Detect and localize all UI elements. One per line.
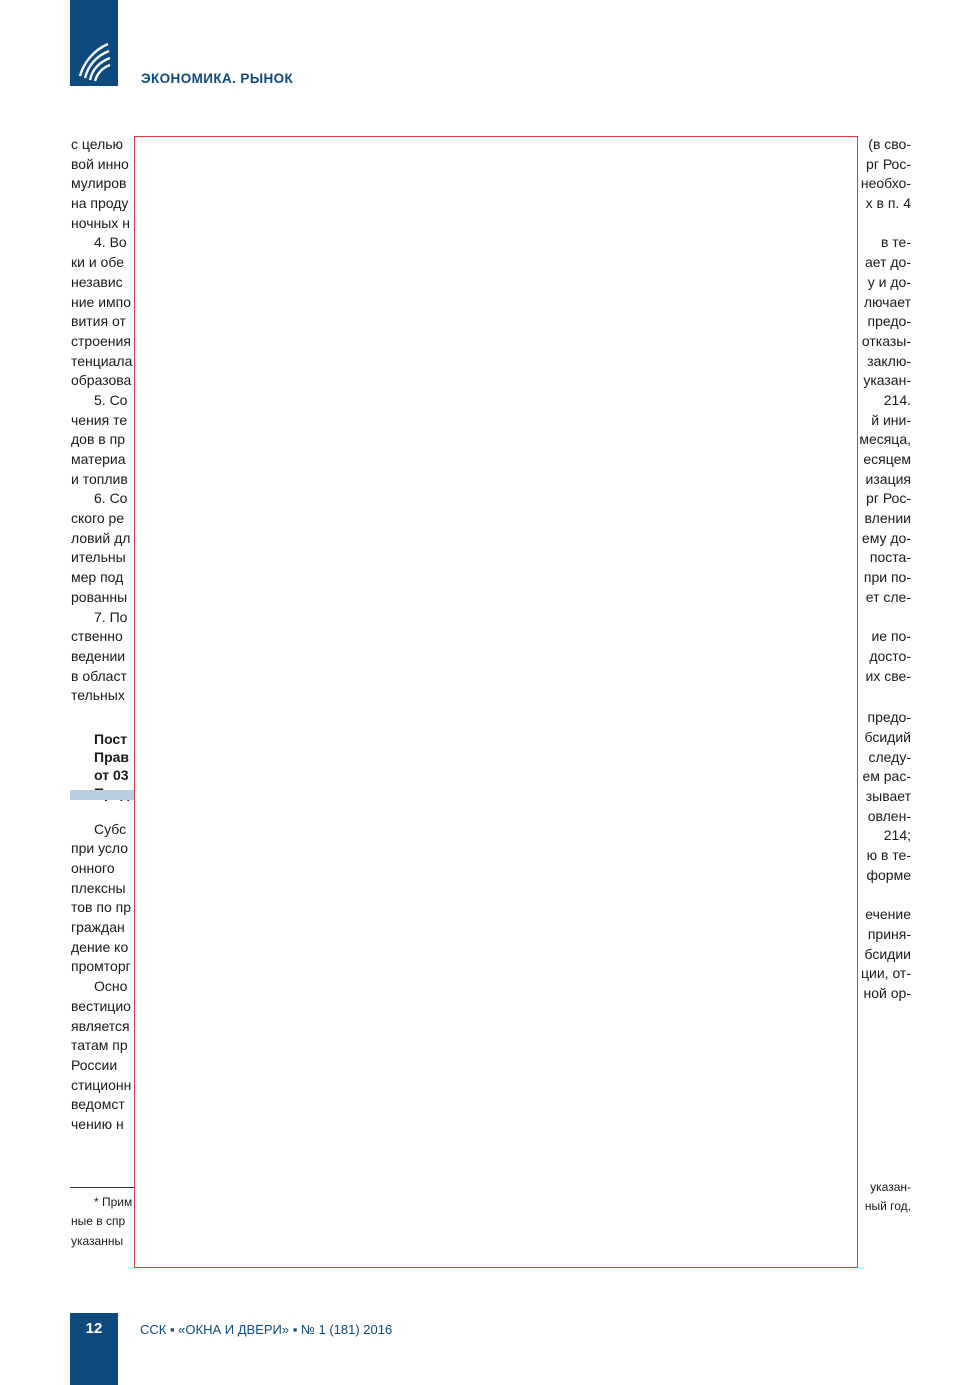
text-line: чению н bbox=[71, 1115, 124, 1132]
text-line: предо- bbox=[867, 313, 911, 330]
text-line: чения те bbox=[71, 411, 128, 428]
text-line: ловий дл bbox=[71, 529, 131, 546]
text-line: вестицио bbox=[71, 997, 131, 1014]
text-line: ной ор- bbox=[863, 984, 911, 1001]
text-line: 214; bbox=[883, 827, 911, 844]
text-line: ние импо bbox=[71, 293, 132, 310]
text-line: ночных н bbox=[71, 214, 130, 231]
redacted-content-box bbox=[134, 136, 858, 1268]
text-line: Осно bbox=[94, 978, 128, 995]
text-line: влении bbox=[864, 510, 911, 527]
spacer-line bbox=[858, 885, 911, 905]
spacer-line bbox=[71, 706, 135, 726]
text-line: рованны bbox=[71, 588, 128, 605]
text-line: онного bbox=[71, 860, 115, 876]
text-line: у и до- bbox=[867, 273, 911, 290]
text-line: материа bbox=[71, 451, 126, 467]
spacer-line bbox=[71, 802, 135, 820]
text-line: 4. Во bbox=[94, 234, 127, 251]
publication-info: ССК ▪ «ОКНА И ДВЕРИ» ▪ № 1 (181) 2016 bbox=[140, 1322, 393, 1337]
text-line: заклю- bbox=[867, 352, 911, 369]
footnote-line: ный год, bbox=[864, 1199, 911, 1214]
text-line: является bbox=[71, 1017, 130, 1034]
subheading-accent-bar bbox=[70, 790, 134, 800]
text-line: указан- bbox=[863, 372, 911, 389]
text-line: 7. По bbox=[94, 608, 128, 625]
text-line: независ bbox=[71, 273, 123, 290]
text-line: есяцем bbox=[863, 451, 911, 467]
text-line: ции, от- bbox=[861, 965, 911, 982]
text-line: изация bbox=[865, 470, 911, 487]
text-line: досто- bbox=[869, 647, 911, 664]
text-line: при по- bbox=[863, 569, 911, 586]
text-line: вой инно bbox=[71, 155, 129, 172]
text-line: дов в пр bbox=[71, 431, 125, 448]
text-line: бсидий bbox=[864, 728, 911, 745]
footnote-line: * Прим bbox=[94, 1194, 133, 1209]
spacer-line bbox=[858, 214, 911, 234]
text-line: ем рас- bbox=[862, 768, 911, 785]
text-line: в те- bbox=[880, 234, 911, 251]
text-line: при усло bbox=[71, 840, 129, 857]
text-line: необхо- bbox=[860, 175, 911, 192]
text-line: их све- bbox=[865, 667, 911, 684]
body-text-left-column bbox=[71, 135, 135, 1275]
spacer-line bbox=[858, 686, 911, 708]
page-number: 12 bbox=[85, 1320, 103, 1337]
text-line: ечение bbox=[865, 906, 911, 923]
text-line: овлен- bbox=[867, 807, 911, 824]
text-line: поста- bbox=[869, 549, 911, 566]
text-line: татам пр bbox=[71, 1037, 128, 1054]
text-line: месяца, bbox=[859, 431, 911, 448]
text-line: ает до- bbox=[864, 254, 911, 271]
text-line: рг Рос- bbox=[866, 490, 911, 507]
magazine-logo-icon bbox=[76, 36, 112, 82]
text-line: ведомст bbox=[71, 1096, 125, 1113]
text-line: й ини- bbox=[871, 411, 911, 428]
text-line: промторг bbox=[71, 958, 131, 975]
text-line: мер под bbox=[71, 569, 124, 586]
text-line: 6. Со bbox=[94, 490, 128, 507]
header-tab bbox=[70, 0, 118, 86]
text-line: лючает bbox=[863, 293, 911, 310]
text-line: ственно bbox=[71, 628, 123, 645]
text-line: образова bbox=[71, 372, 132, 389]
text-line: тов по пр bbox=[71, 899, 131, 916]
text-line: ительны bbox=[71, 549, 126, 566]
text-line: и топлив bbox=[71, 470, 128, 487]
text-line: 5. Со bbox=[94, 391, 128, 408]
text-line: отказы- bbox=[861, 332, 911, 349]
text-line: ского ре bbox=[71, 510, 125, 527]
text-line: плексны bbox=[71, 879, 126, 896]
text-line: приня- bbox=[867, 925, 911, 942]
text-line: ки и обе bbox=[71, 254, 124, 271]
text-line: ему до- bbox=[861, 529, 911, 546]
text-line: ие по- bbox=[871, 628, 911, 645]
subheading-line: Пост bbox=[94, 730, 128, 747]
text-line: ведении bbox=[71, 647, 126, 664]
text-line: рг Рос- bbox=[866, 155, 911, 172]
subheading-line: от 03 bbox=[94, 766, 129, 783]
text-line: граждан bbox=[71, 919, 125, 936]
text-line: тенциала bbox=[71, 352, 133, 369]
subheading-line: Прав bbox=[94, 748, 130, 765]
text-line: вития от bbox=[71, 313, 126, 330]
footnote-line: ные в спр bbox=[71, 1214, 126, 1229]
spacer-line bbox=[858, 1004, 911, 1178]
text-line: х в п. 4 bbox=[865, 195, 911, 212]
text-line: с целью bbox=[71, 136, 124, 152]
text-line: бсидии bbox=[864, 945, 911, 962]
text-line: форме bbox=[866, 866, 911, 883]
text-line: на проду bbox=[71, 195, 129, 212]
text-line: Субс bbox=[94, 820, 127, 837]
footnote-divider bbox=[70, 1187, 134, 1188]
text-line: (в сво- bbox=[868, 136, 911, 152]
text-line: России bbox=[71, 1056, 118, 1073]
text-line: тельных bbox=[71, 687, 125, 704]
footnote-line: указан- bbox=[870, 1179, 911, 1194]
footnote-line: указанны bbox=[71, 1234, 124, 1248]
spacer-line bbox=[858, 608, 911, 628]
text-line: в област bbox=[71, 667, 127, 684]
text-line: стиционн bbox=[71, 1076, 132, 1093]
text-line: ет сле- bbox=[865, 588, 911, 605]
text-line: следу- bbox=[868, 748, 911, 765]
text-line: ю в те- bbox=[866, 847, 911, 864]
spacer-line bbox=[71, 1135, 135, 1193]
text-line: мулиров bbox=[71, 175, 127, 192]
footer-tab bbox=[70, 1313, 118, 1385]
text-line: строения bbox=[71, 332, 131, 349]
body-text-right-column bbox=[858, 135, 911, 1275]
text-line: дение ко bbox=[71, 938, 129, 955]
text-line: 214. bbox=[883, 391, 911, 408]
section-title: ЭКОНОМИКА. РЫНОК bbox=[141, 71, 294, 86]
text-line: зывает bbox=[865, 788, 911, 804]
text-line: предо- bbox=[867, 709, 911, 726]
